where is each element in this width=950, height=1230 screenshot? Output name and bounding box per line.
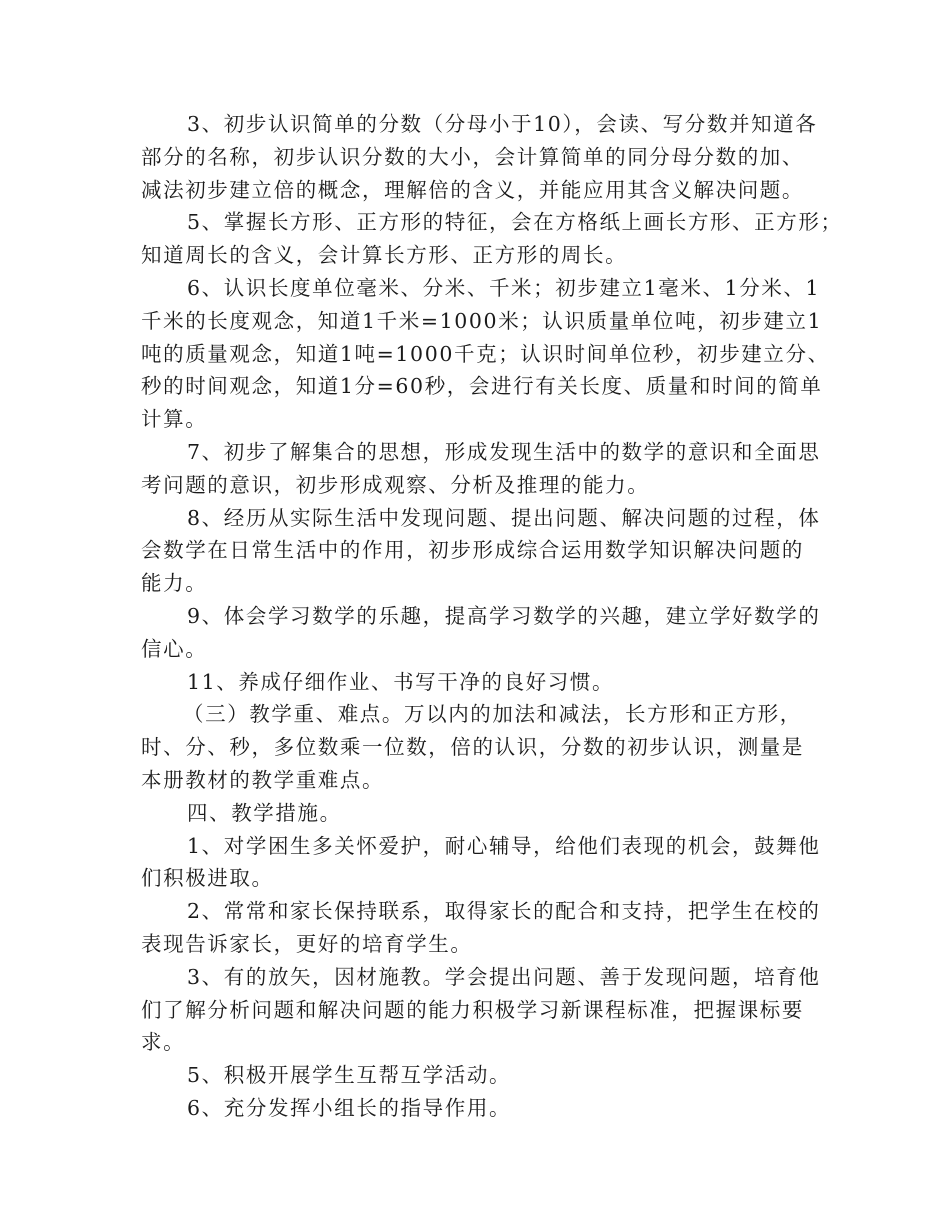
text-line: 求。 — [141, 1030, 186, 1055]
text-line: 会数学在日常生活中的作用，初步形成综合运用数学知识解决问题的 — [141, 538, 804, 563]
text-line: 2、常常和家长保持联系，取得家长的配合和支持，把学生在校的 — [187, 899, 821, 924]
text-line: 信心。 — [141, 636, 208, 661]
text-line: 本册教材的教学重难点。 — [141, 767, 385, 792]
text-line: 能力。 — [141, 571, 208, 596]
text-line: 6、充分发挥小组长的指导作用。 — [187, 1095, 512, 1120]
text-line: 7、初步了解集合的思想，形成发现生活中的数学的意识和全面思 — [187, 439, 821, 464]
text-line: 考问题的意识，初步形成观察、分析及推理的能力。 — [141, 472, 650, 497]
text-line: 部分的名称，初步认识分数的大小，会计算简单的同分母分数的加、 — [141, 144, 804, 169]
text-line: 表现告诉家长，更好的培育学生。 — [141, 931, 473, 956]
text-line: 3、初步认识简单的分数（分母小于10），会读、写分数并知道各 — [187, 112, 818, 136]
document-body — [141, 108, 843, 1125]
section-heading: 四、教学措施。 — [187, 800, 342, 825]
text-line: 计算。 — [141, 407, 208, 432]
text-line: 吨的质量观念，知道1吨=1000千克；认识时间单位秒，初步建立分、 — [141, 341, 830, 366]
text-line: 们了解分析问题和解决问题的能力积极学习新课程标准，把握课标要 — [141, 997, 804, 1022]
text-line: 知道周长的含义，会计算长方形、正方形的周长。 — [141, 243, 628, 268]
text-line: 千米的长度观念，知道1千米=1000米；认识质量单位吨，初步建立1 — [141, 308, 823, 333]
text-line: 5、积极开展学生互帮互学活动。 — [187, 1063, 512, 1088]
text-line: 秒的时间观念，知道1分=60秒，会进行有关长度、质量和时间的简单 — [141, 374, 823, 399]
text-line: 减法初步建立倍的概念，理解倍的含义，并能应用其含义解决问题。 — [141, 177, 804, 202]
text-line: 5、掌握长方形、正方形的特征，会在方格纸上画长方形、正方形； — [187, 210, 843, 235]
section-heading-line: （三）教学重、难点。万以内的加法和减法，长方形和正方形， — [183, 702, 802, 727]
text-line: 1、对学困生多关怀爱护，耐心辅导，给他们表现的机会，鼓舞他 — [187, 833, 821, 858]
text-line: 6、认识长度单位毫米、分米、千米；初步建立1毫米、1分米、1 — [187, 275, 821, 300]
text-line: 8、经历从实际生活中发现问题、提出问题、解决问题的过程，体 — [187, 505, 821, 530]
text-line: 3、有的放矢，因材施教。学会提出问题、善于发现问题，培育他 — [187, 964, 821, 989]
text-line: 9、体会学习数学的乐趣，提高学习数学的兴趣，建立学好数学的 — [187, 603, 821, 628]
text-line: 时、分、秒，多位数乘一位数，倍的认识，分数的初步认识，测量是 — [141, 735, 804, 760]
text-line: 们积极进取。 — [141, 866, 274, 891]
text-line: 11、养成仔细作业、书写干净的良好习惯。 — [187, 669, 615, 694]
